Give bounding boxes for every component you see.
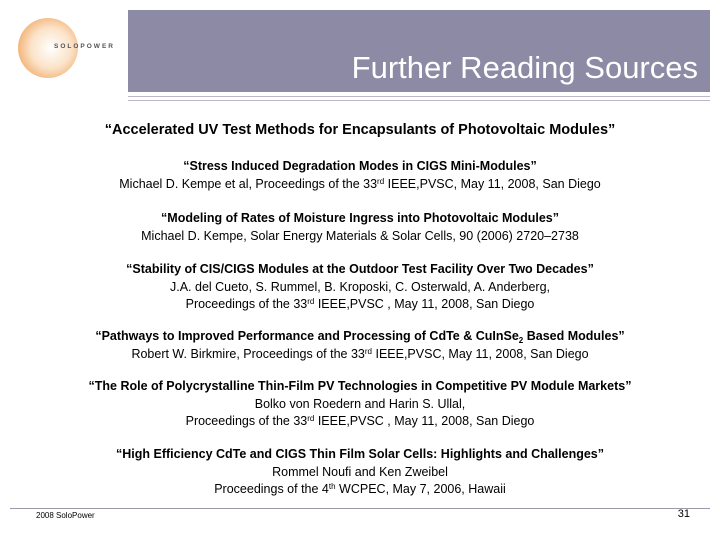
reference-title: “Pathways to Improved Performance and Processing of CdTe & CuInSe$_2$ Based Modules” <box>95 329 625 345</box>
reference-citation: Michael D. Kempe et al, Proceedings of the 33rd IEEE,PVSC, May 11, 2008, San Diego <box>119 176 601 191</box>
reference-item <box>0 378 720 431</box>
reference-citation: Proceedings of the 33rd IEEE,PVSC , May 11, 2008, San Diego <box>185 414 535 428</box>
reference-title: “High Efficiency CdTe and CIGS Thin Film Solar Cells: Highlights and Challenges” <box>115 447 605 461</box>
reference-authors: Rommel Noufi and Ken Zweibel <box>272 464 448 479</box>
reference-item <box>0 328 720 363</box>
page-number: 31 <box>677 508 690 520</box>
reference-citation: Michael D. Kempe, Solar Energy Materials & Solar Cells, 90 (2006) 2720–2738 <box>141 228 579 243</box>
title-divider-1 <box>128 96 710 97</box>
reference-citation: Proceedings of the 4th WCPEC, May 7, 2006, Hawaii <box>214 482 506 496</box>
reference-title: “Stress Induced Degradation Modes in CIGS Mini-Modules” <box>183 159 537 173</box>
main-heading: “Accelerated UV Test Methods for Encapsulants of Photovoltaic Modules” <box>104 122 616 138</box>
logo-text: SOLOPOWER <box>54 43 115 50</box>
title-bar <box>128 10 710 92</box>
reference-item <box>0 158 720 193</box>
reference-item <box>0 210 720 245</box>
title-divider-2 <box>128 100 710 101</box>
reference-item <box>0 446 720 499</box>
reference-citation: Proceedings of the 33rd IEEE,PVSC , May 11, 2008, San Diego <box>185 297 535 311</box>
slide-title: Further Reading Sources <box>351 50 698 85</box>
reference-title: “Stability of CIS/CIGS Modules at the Outdoor Test Facility Over Two Decades” <box>126 262 594 276</box>
reference-authors: Bolko von Roedern and Harin S. Ullal, <box>254 396 466 411</box>
footer-divider <box>10 508 710 509</box>
reference-title: “Modeling of Rates of Moisture Ingress into Photovoltaic Modules” <box>161 211 559 225</box>
reference-authors: J.A. del Cueto, S. Rummel, B. Kroposki, C. Osterwald, A. Anderberg, <box>169 279 551 294</box>
reference-citation: Robert W. Birkmire, Proceedings of the 33rd IEEE,PVSC, May 11, 2008, San Diego <box>131 346 589 361</box>
reference-title: “The Role of Polycrystalline Thin-Film PV Technologies in Competitive PV Module Markets” <box>88 379 632 393</box>
reference-item <box>0 261 720 314</box>
logo <box>8 8 128 90</box>
footer-copyright: 2008 SoloPower <box>36 511 95 520</box>
